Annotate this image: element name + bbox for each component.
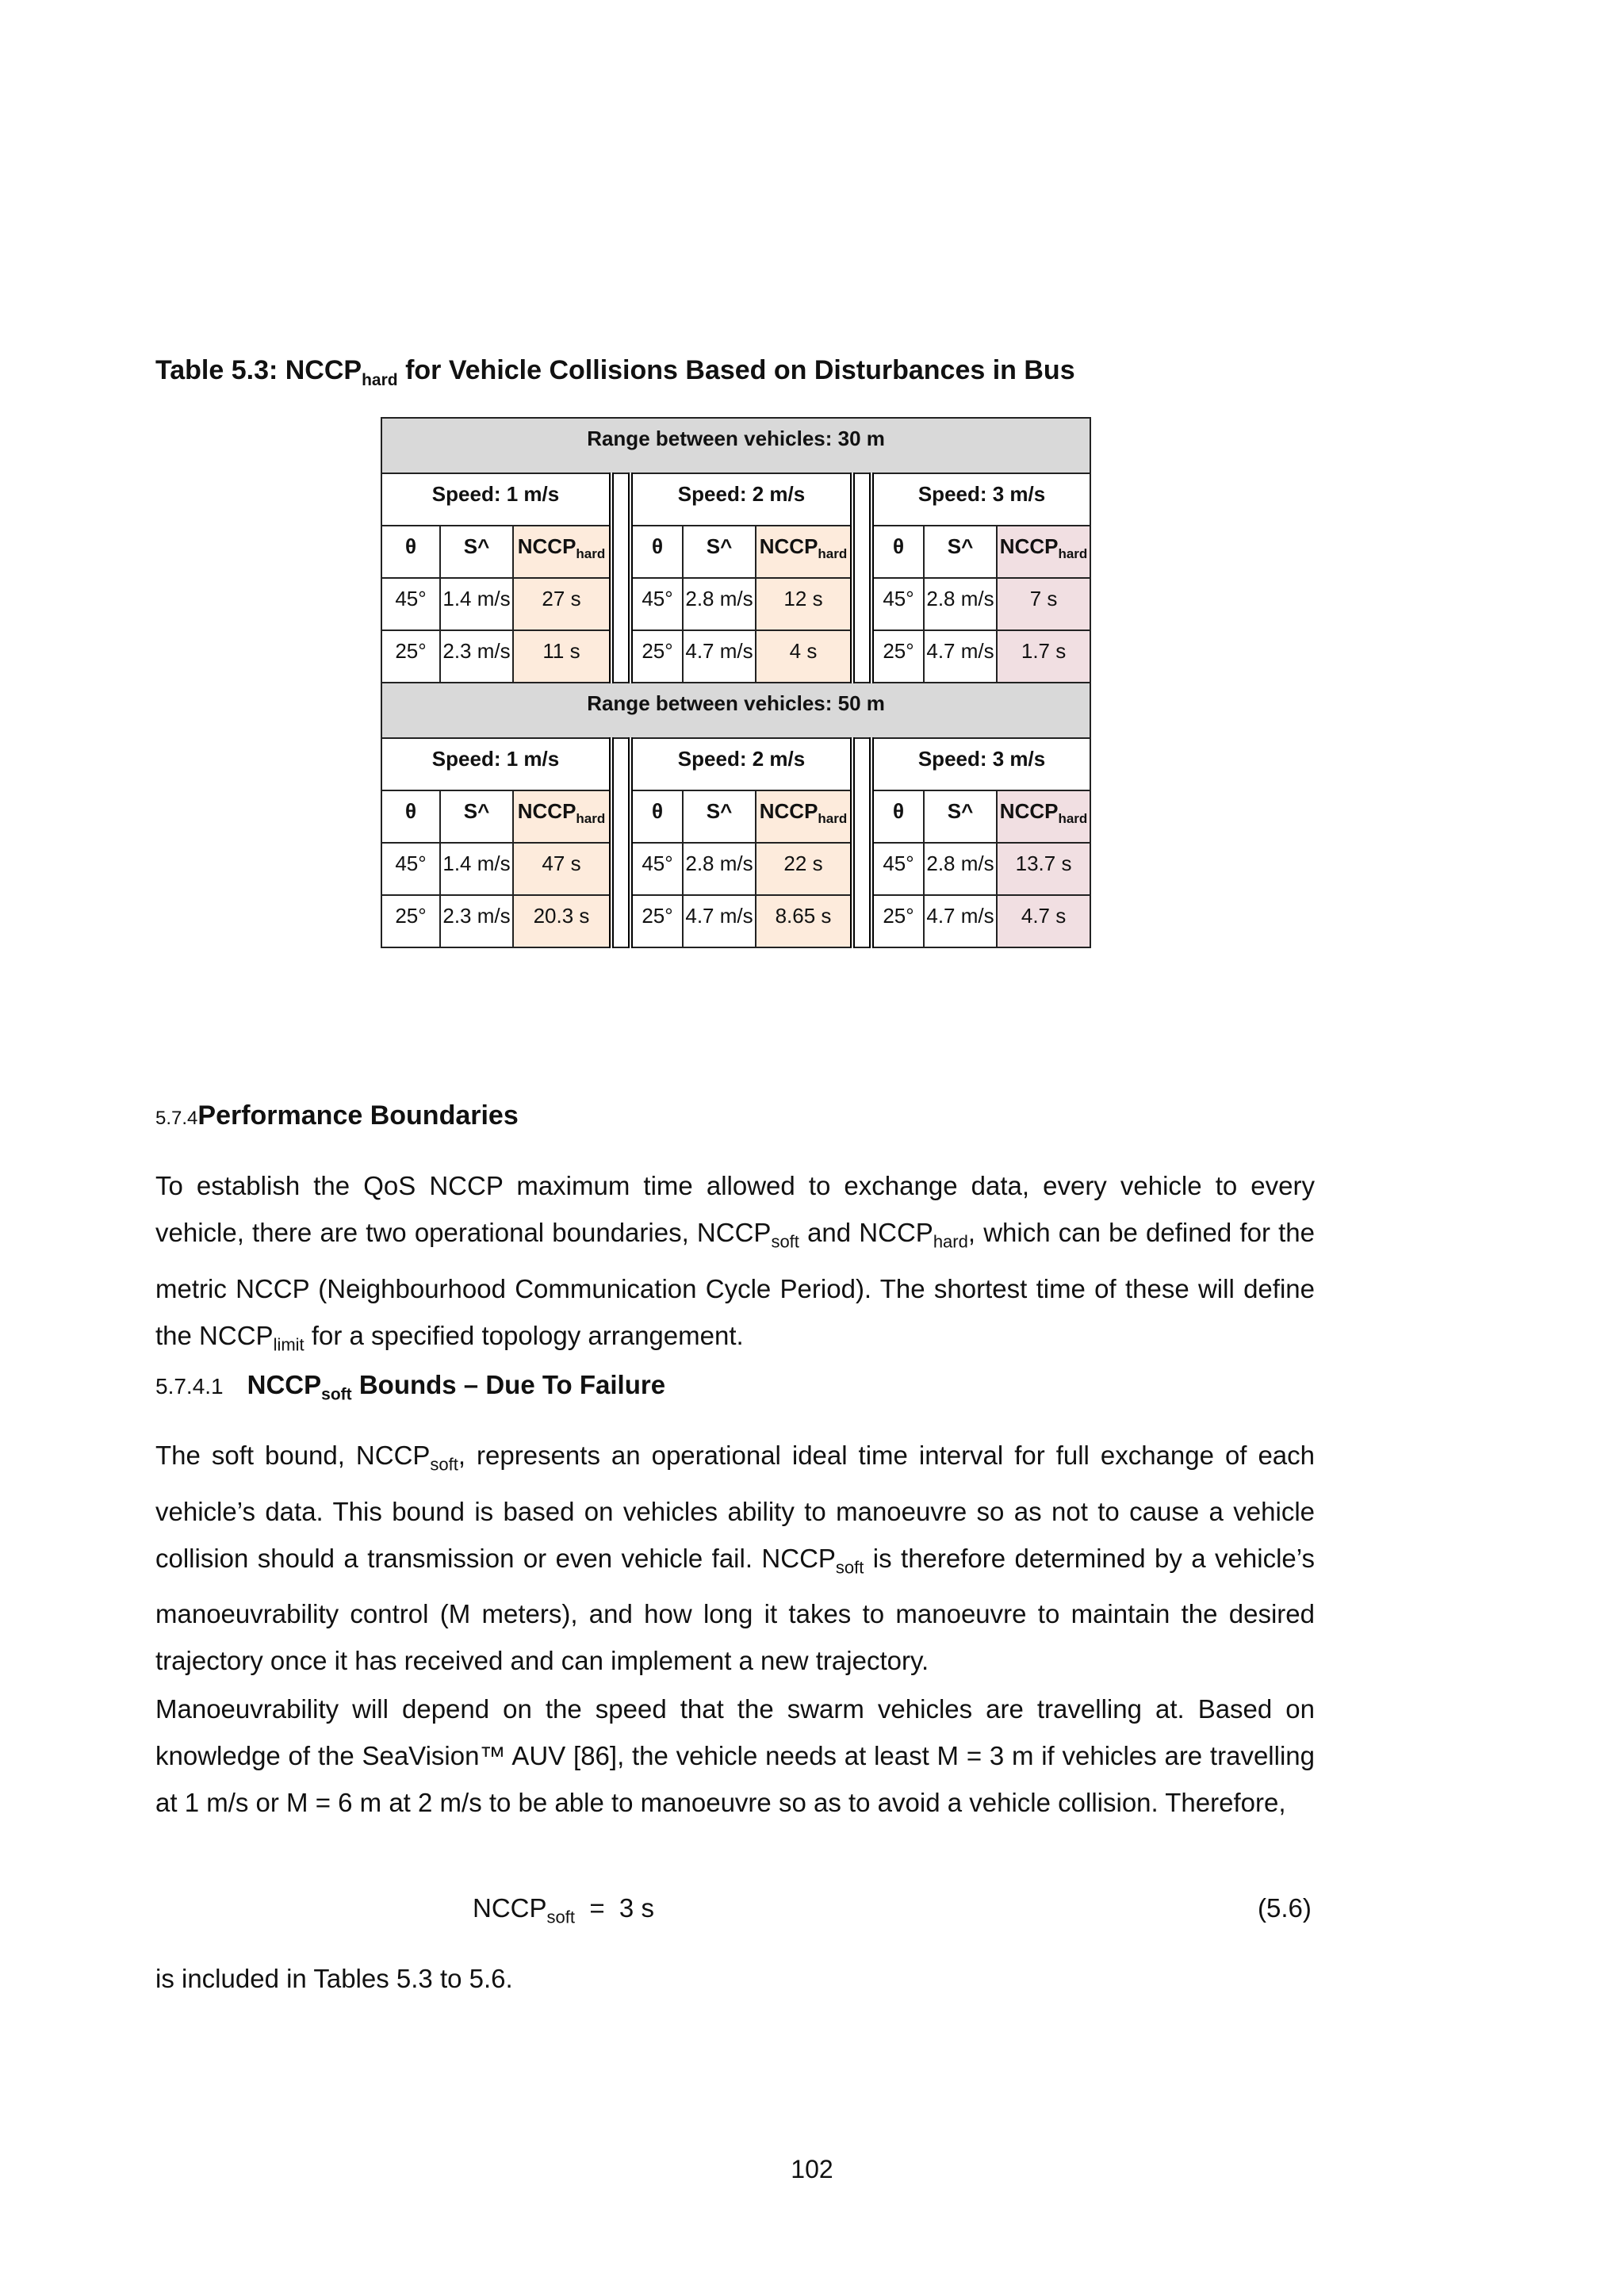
para2-text-a: The soft bound, NCCP	[155, 1441, 431, 1470]
col-header-nccp	[997, 526, 1090, 578]
col-header-nccp	[513, 790, 611, 843]
para1-text-b: and NCCP	[799, 1218, 933, 1247]
col-header-nccp	[997, 790, 1090, 843]
speed-label: Speed: 3 m/s	[871, 738, 1090, 790]
cell-speed-hat: 4.7 m/s	[924, 630, 997, 683]
cell-speed-hat: 4.7 m/s	[683, 895, 756, 947]
caption-prefix: Table 5.3: NCCP	[155, 355, 362, 385]
col-header-speed-hat: S^	[924, 526, 997, 578]
speed-row	[381, 738, 1090, 790]
equation	[473, 1893, 654, 1928]
col-header-theta: θ	[871, 790, 924, 843]
para2-sub-a: soft	[430, 1454, 458, 1475]
caption-subscript: hard	[362, 370, 398, 389]
cell-nccp: 22 s	[756, 843, 852, 895]
table-row	[381, 843, 1090, 895]
cell-nccp: 20.3 s	[513, 895, 611, 947]
para1-sub-a: soft	[771, 1231, 799, 1252]
subsection-heading	[155, 1370, 665, 1405]
equation-number: (5.6)	[1258, 1893, 1312, 1923]
cell-speed-hat: 2.8 m/s	[924, 578, 997, 630]
cell-nccp: 1.7 s	[997, 630, 1090, 683]
range-row	[381, 418, 1090, 473]
cell-theta: 25°	[381, 630, 440, 683]
table-row	[381, 578, 1090, 630]
speed-row	[381, 473, 1090, 526]
col-header-theta: θ	[630, 526, 683, 578]
col-header-nccp-text: NCCP	[999, 534, 1059, 558]
cell-speed-hat: 2.3 m/s	[440, 630, 513, 683]
cell-speed-hat: 1.4 m/s	[440, 843, 513, 895]
para1-sub-c: limit	[273, 1334, 304, 1355]
col-header-nccp-subscript: hard	[576, 546, 606, 562]
page-number: 102	[791, 2155, 833, 2183]
col-header-theta: θ	[381, 526, 440, 578]
cell-theta: 45°	[871, 578, 924, 630]
header-row	[381, 790, 1090, 843]
col-header-speed-hat: S^	[440, 526, 513, 578]
subsection-title-prefix: NCCP	[247, 1370, 322, 1399]
equation-lhs-subscript: soft	[546, 1907, 575, 1927]
cell-speed-hat: 4.7 m/s	[683, 630, 756, 683]
cell-theta: 25°	[630, 630, 683, 683]
cell-theta: 45°	[630, 578, 683, 630]
table-row	[381, 895, 1090, 947]
para1-text-c: , which can be defined for the metric NCCP (Neighbourhood Communication Cycle Period). The shortest time of these will define the NCCP	[155, 1218, 1315, 1350]
paragraph-1	[155, 1162, 1315, 1368]
para1-text-d: for a specified topology arrangement.	[304, 1320, 744, 1350]
para1-text-a: To establish the QoS NCCP maximum time allowed to exchange data, every vehicle to every vehicle, there are two operational boundaries, NCCP	[155, 1171, 1315, 1247]
col-header-nccp-text: NCCP	[759, 534, 818, 558]
table-body	[381, 418, 1090, 947]
cell-speed-hat: 1.4 m/s	[440, 578, 513, 630]
paragraph-3: Manoeuvrability will depend on the speed that the swarm vehicles are travelling at. Based on knowledge of the SeaVision™ AUV [86], the vehicle needs at least M = 3 m if vehicles are travelling at 1 m/s or M = 6 m at 2 m/s to be able to manoeuvre so as to avoid a vehicle collision. Therefore,	[155, 1694, 1315, 1817]
range-label: Range between vehicles: 50 m	[381, 683, 1090, 738]
cell-speed-hat: 2.3 m/s	[440, 895, 513, 947]
section-title: Performance Boundaries	[197, 1100, 519, 1131]
speed-label: Speed: 1 m/s	[381, 738, 611, 790]
col-header-nccp	[756, 526, 852, 578]
cell-nccp: 27 s	[513, 578, 611, 630]
group-separator	[611, 738, 630, 947]
col-header-nccp-text: NCCP	[517, 799, 576, 823]
cell-speed-hat: 4.7 m/s	[924, 895, 997, 947]
subsection-title-suffix: Bounds – Due To Failure	[351, 1370, 666, 1399]
cell-theta: 45°	[381, 578, 440, 630]
cell-theta: 45°	[871, 843, 924, 895]
cell-speed-hat: 2.8 m/s	[924, 843, 997, 895]
speed-label: Speed: 2 m/s	[630, 738, 852, 790]
cell-nccp: 4.7 s	[997, 895, 1090, 947]
col-header-speed-hat: S^	[924, 790, 997, 843]
cell-theta: 45°	[381, 843, 440, 895]
col-header-speed-hat: S^	[440, 790, 513, 843]
col-header-nccp	[756, 790, 852, 843]
col-header-nccp-text: NCCP	[759, 799, 818, 823]
col-header-nccp-subscript: hard	[1058, 811, 1088, 827]
group-separator	[611, 473, 630, 683]
subsection-title-subscript: soft	[321, 1385, 352, 1404]
paragraph-4: is included in Tables 5.3 to 5.6.	[155, 1964, 513, 1993]
group-separator	[852, 473, 871, 683]
cell-speed-hat: 2.8 m/s	[683, 578, 756, 630]
col-header-nccp	[513, 526, 611, 578]
cell-nccp: 47 s	[513, 843, 611, 895]
para1-sub-b: hard	[933, 1231, 968, 1252]
cell-nccp: 12 s	[756, 578, 852, 630]
col-header-nccp-text: NCCP	[999, 799, 1059, 823]
cell-nccp: 11 s	[513, 630, 611, 683]
cell-theta: 25°	[871, 630, 924, 683]
cell-theta: 45°	[630, 843, 683, 895]
nccp-table	[381, 417, 1091, 948]
cell-nccp: 8.65 s	[756, 895, 852, 947]
group-separator	[852, 738, 871, 947]
col-header-nccp-subscript: hard	[576, 811, 606, 827]
col-header-speed-hat: S^	[683, 526, 756, 578]
speed-label: Speed: 1 m/s	[381, 473, 611, 526]
cell-theta: 25°	[381, 895, 440, 947]
col-header-theta: θ	[871, 526, 924, 578]
range-label: Range between vehicles: 30 m	[381, 418, 1090, 473]
cell-theta: 25°	[630, 895, 683, 947]
para2-sub-b: soft	[835, 1557, 864, 1578]
para2-text-c: is therefore determined by a vehicle’s manoeuvrability control (M meters), and how long it takes to manoeuvre to maintain the desired trajectory once it has received and can implement a new trajectory.	[155, 1543, 1315, 1676]
cell-speed-hat: 2.8 m/s	[683, 843, 756, 895]
table-caption	[155, 355, 1075, 390]
col-header-speed-hat: S^	[683, 790, 756, 843]
cell-nccp: 13.7 s	[997, 843, 1090, 895]
col-header-theta: θ	[381, 790, 440, 843]
section-heading	[155, 1100, 519, 1131]
col-header-theta: θ	[630, 790, 683, 843]
caption-suffix: for Vehicle Collisions Based on Disturbances in Bus	[397, 355, 1075, 385]
equation-lhs: NCCP	[473, 1893, 547, 1923]
speed-label: Speed: 2 m/s	[630, 473, 852, 526]
col-header-nccp-subscript: hard	[1058, 546, 1088, 562]
cell-nccp: 7 s	[997, 578, 1090, 630]
col-header-nccp-subscript: hard	[818, 546, 848, 562]
header-row	[381, 526, 1090, 578]
cell-nccp: 4 s	[756, 630, 852, 683]
equation-rhs: = 3 s	[574, 1893, 654, 1923]
speed-label: Speed: 3 m/s	[871, 473, 1090, 526]
range-row	[381, 683, 1090, 738]
para2-text-b: , represents an operational ideal time interval for full exchange of each vehicle’s data. This bound is based on vehicles ability to manoeuvre so as not to cause a vehicle collision should a transmission or even vehicle fail. NCCP	[155, 1441, 1315, 1573]
cell-theta: 25°	[871, 895, 924, 947]
col-header-nccp-subscript: hard	[818, 811, 848, 827]
table-row	[381, 630, 1090, 683]
subsection-number: 5.7.4.1	[155, 1374, 224, 1399]
col-header-nccp-text: NCCP	[517, 534, 576, 558]
section-number: 5.7.4	[155, 1108, 198, 1129]
paragraph-2	[155, 1432, 1315, 1684]
